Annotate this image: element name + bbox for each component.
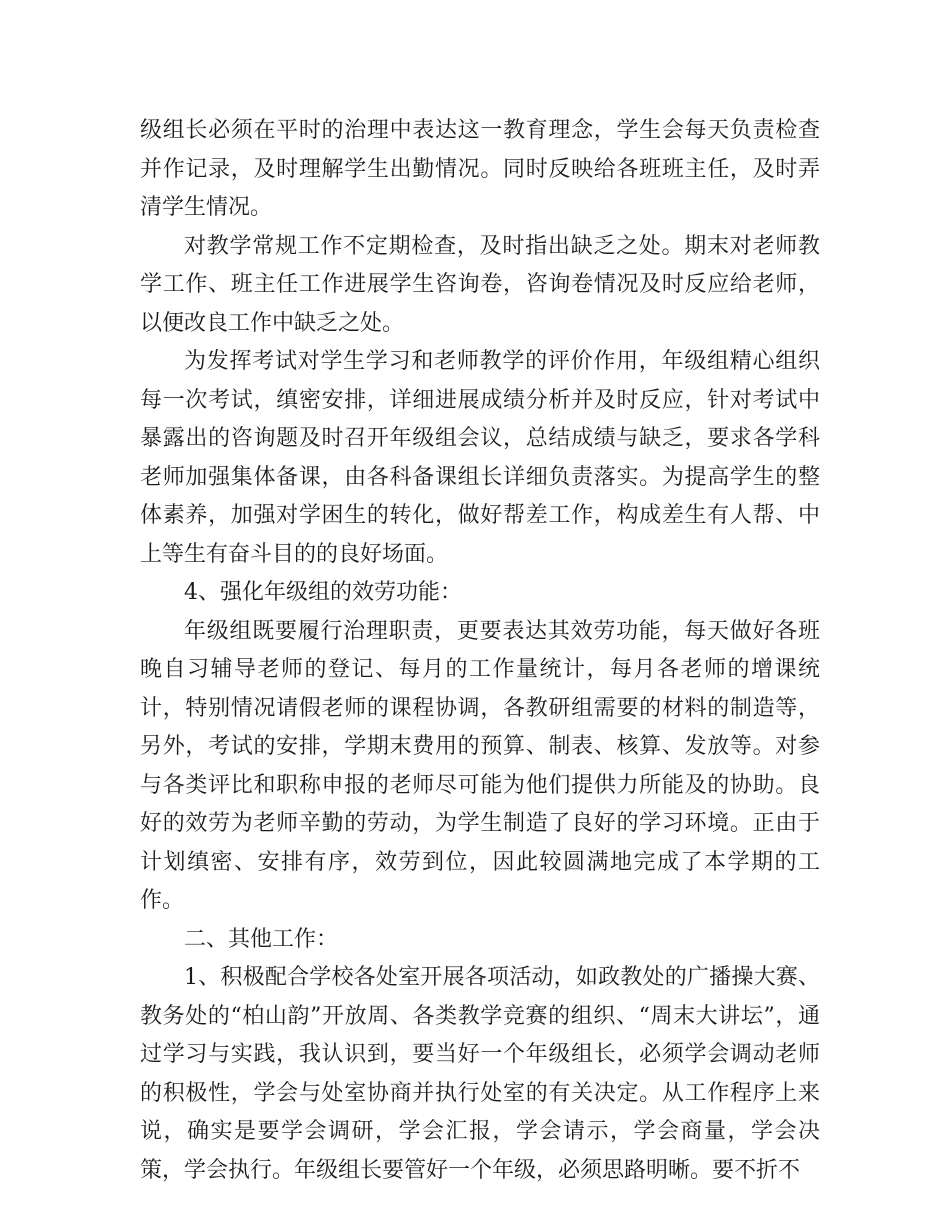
paragraph-7: 1、积极配合学校各处室开展各项活动，如政教处的广播操大赛、教务处的“柏山韵”开放周、各类教学竞赛的组织、“周末大讲坛”，通过学习与实践，我认识到，要当好一个年级组长，必须学会调动老师的积极性，学会与处室协商并执行处室的有关决定。从工作程序上来说，确实是要学会调研，学会汇报，学会请示，学会商量，学会决策，学会执行。年级组长要管好一个年级，必须思路明晰。要不折不 — [140, 965, 820, 1183]
section-heading-other-work: 二、其他工作： — [184, 926, 339, 952]
paragraph-1: 级组长必须在平时的治理中表达这一教育理念，学生会每天负责检查并作记录，及时理解学生出勤情况。同时反映给各班班主任，及时弄清学生情况。 — [140, 118, 820, 220]
paragraph-2: 对教学常规工作不定期检查，及时指出缺乏之处。期末对老师教学工作、班主任工作进展学生咨询卷，咨询卷情况及时反应给老师，以便改良工作中缺乏之处。 — [140, 233, 820, 336]
section-heading-4: 4、强化年级组的效劳功能： — [184, 580, 462, 605]
paragraph-5: 年级组既要履行治理职责，更要表达其效劳功能，每天做好各班晚自习辅导老师的登记、每月的工作量统计，每月各老师的增课统计，特别情况请假老师的课程协调，各教研组需要的材料的制造等，另外，考试的安排，学期末费用的预算、制表、核算、发放等。对参与各类评比和职称申报的老师尽可能为他们提供力所能及的协助。良好的效劳为老师辛勤的劳动，为学生制造了良好的学习环境。正由于计划缜密、安排有序，效劳到位，因此较圆满地完成了本学期的工作。 — [140, 618, 820, 913]
document-body — [140, 112, 820, 1190]
paragraph-3: 为发挥考试对学生学习和老师教学的评价作用，年级组精心组织每一次考试，缜密安排，详细进展成绩分析并及时反应，针对考试中暴露出的咨询题及时召开年级组会议，总结成绩与缺乏，要求各学科老师加强集体备课，由各科备课组长详细负责落实。为提高学生的整体素养，加强对学困生的转化，做好帮差工作，构成差生有人帮、中上等生有奋斗目的的良好场面。 — [140, 349, 820, 567]
